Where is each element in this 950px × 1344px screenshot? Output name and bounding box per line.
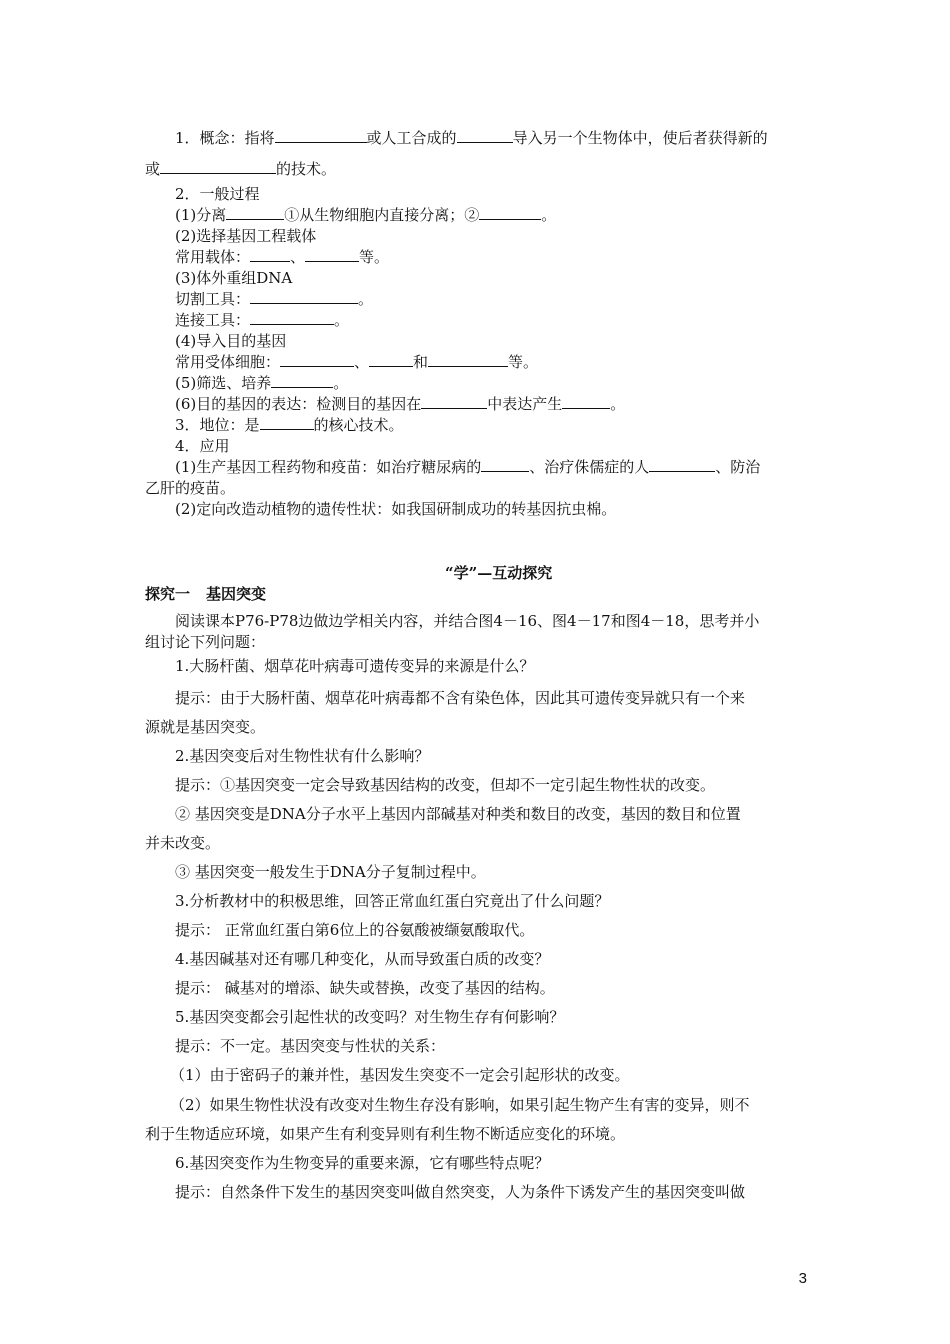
question-3: 3.分析教材中的积极思维，回答正常血红蛋白究竟出了什么问题？ <box>175 892 610 910</box>
question-6: 6.基因突变作为生物变异的重要来源，它有哪些特点呢？ <box>175 1154 550 1172</box>
question-1: 1.大肠杆菌、烟草花叶病毒可遗传变异的来源是什么？ <box>175 657 535 675</box>
blank <box>649 457 715 472</box>
section-title: “学”—互动探究 <box>445 564 553 582</box>
text: 、 <box>290 248 306 266</box>
hint-3: 提示： 正常血红蛋白第6位上的谷氨酸被缬氨酸取代。 <box>175 921 535 939</box>
blank <box>305 247 359 262</box>
text: 。 <box>334 311 350 329</box>
hint-5-item-2: （2）如果生物性状没有改变对生物生存没有影响，如果引起生物产生有害的变异，则不 <box>170 1096 750 1114</box>
text: 或 <box>145 160 161 178</box>
blank <box>226 205 284 220</box>
status-line <box>175 415 404 435</box>
text: 切割工具： <box>175 290 251 308</box>
application-1 <box>175 457 760 477</box>
cutting-tool <box>175 289 373 309</box>
question-5: 5.基因突变都会引起性状的改变吗？对生物生存有何影响？ <box>175 1008 565 1026</box>
application-1-cont: 乙肝的疫苗。 <box>145 479 236 497</box>
blank <box>421 394 487 409</box>
hint-1: 提示：由于大肠杆菌、烟草花叶病毒都不含有染色体，因此其可遗传变异就只有一个来 <box>175 689 746 707</box>
hint-5-item-2-cont: 利于生物适应环境，如果产生有利变异则有利生物不断适应变化的环境。 <box>145 1125 626 1143</box>
text: (1)生产基因工程药物和疫苗：如治疗糖尿病的 <box>175 458 482 476</box>
step-recombine: (3)体外重组DNA <box>175 269 293 287</box>
step-vector: (2)选择基因工程载体 <box>175 227 317 245</box>
text: 探究一 <box>145 585 191 603</box>
receptor-cells <box>175 352 538 372</box>
application-heading: 4．应用 <box>175 437 230 455</box>
hint-2-point-2: ② 基因突变是DNA分子水平上基因内部碱基对种类和数目的改变，基因的数目和位置 <box>175 805 741 823</box>
blank <box>428 352 508 367</box>
hint-1-cont: 源就是基因突变。 <box>145 718 266 736</box>
hint-4: 提示： 碱基对的增添、缺失或替换，改变了基因的结构。 <box>175 979 555 997</box>
subsection-heading <box>145 584 266 604</box>
text: (6)目的基因的表达：检测目的基因在 <box>175 395 422 413</box>
blank <box>479 205 541 220</box>
text: 。 <box>333 374 349 392</box>
blank <box>250 247 290 262</box>
blank <box>275 128 367 143</box>
text: 连接工具： <box>175 311 251 329</box>
concept-line-cont <box>145 159 336 179</box>
text: (1)分离 <box>175 206 227 224</box>
text: 的技术。 <box>276 160 337 178</box>
blank <box>457 128 513 143</box>
text: 。 <box>610 395 626 413</box>
text: 1．概念：指将 <box>175 129 275 147</box>
text: 和 <box>413 353 429 371</box>
blank <box>280 352 354 367</box>
text: 的核心技术。 <box>313 416 404 434</box>
text: 或人工合成的 <box>366 129 457 147</box>
hint-6: 提示：自然条件下发生的基因突变叫做自然突变，人为条件下诱发产生的基因突变叫做 <box>175 1183 746 1201</box>
blank <box>271 373 333 388</box>
hint-5: 提示：不一定。基因突变与性状的关系： <box>175 1037 446 1055</box>
general-process-heading: 2．一般过程 <box>175 185 260 203</box>
step-introduce: (4)导入目的基因 <box>175 332 287 350</box>
blank <box>369 352 413 367</box>
blank <box>250 289 358 304</box>
text: ①从生物细胞内直接分离；② <box>284 206 480 224</box>
text: 等。 <box>359 248 390 266</box>
blank <box>562 394 610 409</box>
hint-2-point-2-cont: 并未改变。 <box>145 834 221 852</box>
application-2: (2)定向改造动植物的遗传性状：如我国研制成功的转基因抗虫棉。 <box>175 500 617 518</box>
blank <box>481 457 529 472</box>
hint-2: 提示：①基因突变一定会导致基因结构的改变，但却不一定引起生物性状的改变。 <box>175 776 716 794</box>
text: 、治疗侏儒症的人 <box>529 458 650 476</box>
text: 导入另一个生物体中，使后者获得新的 <box>512 129 768 147</box>
page-number: 3 <box>798 1270 807 1287</box>
hint-2-point-3: ③ 基因突变一般发生于DNA分子复制过程中。 <box>175 863 486 881</box>
step-expression <box>175 394 625 414</box>
concept-line <box>175 128 768 148</box>
question-2: 2.基因突变后对生物性状有什么影响？ <box>175 747 430 765</box>
text: (5)筛选、培养 <box>175 374 272 392</box>
text: 等。 <box>508 353 539 371</box>
text: 基因突变 <box>206 585 267 603</box>
paragraph-line: 阅读课本P76-P78边做边学相关内容，并结合图4－16、图4－17和图4－18，思考并小 <box>175 612 760 630</box>
blank <box>250 310 334 325</box>
text: 中表达产生 <box>487 395 563 413</box>
text: 常用载体： <box>175 248 251 266</box>
step-screen <box>175 373 348 393</box>
text: 。 <box>541 206 557 224</box>
step-isolate <box>175 205 556 225</box>
text: 。 <box>358 290 374 308</box>
blank <box>260 415 314 430</box>
paragraph-line: 组讨论下列问题： <box>145 633 266 651</box>
text: 、防治 <box>715 458 761 476</box>
question-4: 4.基因碱基对还有哪几种变化，从而导致蛋白质的改变？ <box>175 950 550 968</box>
text: 、 <box>354 353 370 371</box>
blank <box>160 159 276 174</box>
hint-5-item-1: （1）由于密码子的兼并性，基因发生突变不一定会引起形状的改变。 <box>170 1066 630 1084</box>
text: 常用受体细胞： <box>175 353 281 371</box>
common-vectors <box>175 247 389 267</box>
ligation-tool <box>175 310 349 330</box>
text: 3．地位：是 <box>175 416 260 434</box>
